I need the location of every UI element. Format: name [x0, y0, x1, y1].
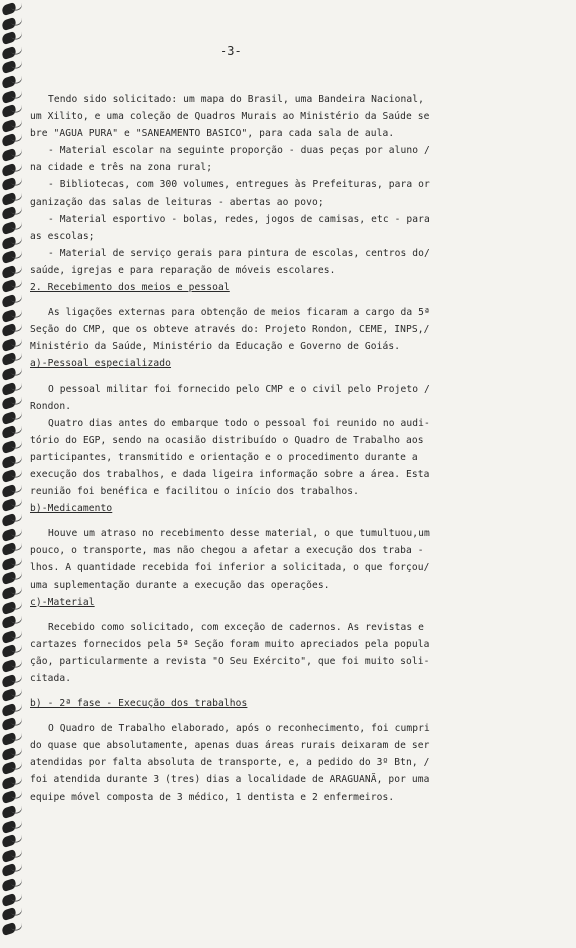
text-line: cartazes fornecidos pela 5ª Seção foram muito apreciados pela popula [30, 638, 430, 650]
text-line: tório do EGP, sendo na ocasião distribuído o Quadro de Trabalho aos [30, 434, 424, 446]
binding-hole-icon [1, 484, 17, 498]
binding-hole-icon [1, 557, 17, 571]
binding-hole-icon [1, 455, 17, 469]
binding-hole-icon [1, 820, 17, 834]
binding-hole-icon [1, 265, 17, 279]
binding-hole-icon [1, 790, 17, 804]
binding-hole-icon [1, 425, 17, 439]
section-heading: b) - 2ª fase - Execução dos trabalhos [30, 698, 248, 710]
binding-hole-icon [1, 776, 17, 790]
text-line: Seção do CMP, que os obteve através do: Projeto Rondon, CEME, INPS,/ [30, 324, 430, 336]
binding-hole-icon [1, 60, 17, 74]
text-line: Quatro dias antes do embarque todo o pessoal foi reunido no audi- [48, 417, 430, 429]
text-line: Recebido como solicitado, com exceção de cadernos. As revistas e [48, 621, 425, 633]
line-gap [30, 517, 540, 525]
binding-hole-icon [1, 250, 17, 264]
text-line: equipe móvel composta de 3 médico, 1 dentista e 2 enfermeiros. [30, 791, 395, 803]
binding-hole-icon [1, 659, 17, 673]
binding-hole-icon [1, 236, 17, 250]
text-line: Rondon. [30, 400, 72, 412]
binding-hole-icon [1, 571, 17, 585]
binding-hole-icon [1, 601, 17, 615]
binding-hole-icon [1, 586, 17, 600]
binding-hole-icon [1, 849, 17, 863]
binding-holes [0, 0, 26, 948]
binding-hole-icon [1, 396, 17, 410]
text-line: foi atendida durante 3 (tres) dias a localidade de ARAGUANÃ, por uma [30, 774, 430, 786]
text-line: O pessoal militar foi fornecido pelo CMP e o civil pelo Projeto / [48, 383, 430, 395]
binding-hole-icon [1, 119, 17, 133]
binding-hole-icon [1, 192, 17, 206]
text-line: - Material de serviço gerais para pintura de escolas, centros do/ [48, 247, 430, 259]
binding-hole-icon [1, 2, 17, 16]
binding-hole-icon [1, 221, 17, 235]
text-line: saúde, igrejas e para reparação de móveis escolares. [30, 264, 336, 276]
binding-hole-icon [1, 411, 17, 425]
text-line: Tendo sido solicitado: um mapa do Brasil, uma Bandeira Nacional, [48, 94, 425, 105]
binding-hole-icon [1, 382, 17, 396]
binding-hole-icon [1, 717, 17, 731]
binding-hole-icon [1, 498, 17, 512]
text-line: - Material escolar na seguinte proporção - duas peças por aluno / [48, 145, 430, 157]
binding-hole-icon [1, 440, 17, 454]
text-line: - Material esportivo - bolas, redes, jogos de camisas, etc - para [48, 213, 430, 225]
text-line: lhos. A quantidade recebida foi inferior a solicitada, o que forçou/ [30, 562, 430, 574]
binding-hole-icon [1, 338, 17, 352]
document-page [30, 0, 570, 948]
binding-hole-icon [1, 279, 17, 293]
binding-hole-icon [1, 893, 17, 907]
binding-hole-icon [1, 615, 17, 629]
text-line: Ministério da Saúde, Ministério da Educação e Governo de Goiás. [30, 341, 401, 353]
binding-hole-icon [1, 352, 17, 366]
text-line: - Bibliotecas, com 300 volumes, entregues às Prefeituras, para or [48, 179, 430, 191]
binding-hole-icon [1, 75, 17, 89]
binding-hole-icon [1, 630, 17, 644]
text-line: As ligações externas para obtenção de meios ficaram a cargo da 5ª [48, 307, 430, 319]
binding-hole-icon [1, 922, 17, 936]
text-line: as escolas; [30, 230, 95, 242]
section-heading: a)-Pessoal especializado [30, 358, 172, 370]
line-gap [30, 687, 540, 695]
binding-hole-icon [1, 528, 17, 542]
binding-hole-icon [1, 46, 17, 60]
binding-hole-icon [1, 863, 17, 877]
text-line: atendidas por falta absoluta de transporte, e, a pedido do 3º Btn, / [30, 757, 430, 769]
page-number: -3- [220, 44, 242, 58]
binding-hole-icon [1, 542, 17, 556]
text-line: na cidade e três na zona rural; [30, 162, 213, 174]
body-text [30, 91, 540, 806]
binding-hole-icon [1, 133, 17, 147]
binding-hole-icon [1, 674, 17, 688]
binding-hole-icon [1, 206, 17, 220]
binding-hole-icon [1, 747, 17, 761]
binding-hole-icon [1, 469, 17, 483]
binding-hole-icon [1, 761, 17, 775]
binding-hole-icon [1, 834, 17, 848]
binding-hole-icon [1, 163, 17, 177]
line-gap [30, 712, 540, 720]
text-line: execução dos trabalhos, e dada ligeira informação sobre a área. Esta [30, 468, 430, 480]
binding-hole-icon [1, 644, 17, 658]
text-line: participantes, transmitido e orientação e o procedimento durante a [30, 451, 418, 463]
text-line: citada. [30, 673, 72, 684]
binding-hole-icon [1, 177, 17, 191]
binding-hole-icon [1, 513, 17, 527]
line-gap [30, 373, 540, 381]
text-line: uma suplementação durante a execução das operações. [30, 579, 330, 591]
binding-hole-icon [1, 732, 17, 746]
binding-hole-icon [1, 907, 17, 921]
text-line: ção, particularmente a revista "O Seu Exército", que foi muito soli- [30, 655, 430, 667]
line-gap [30, 611, 540, 619]
binding-hole-icon [1, 90, 17, 104]
binding-hole-icon [1, 367, 17, 381]
binding-hole-icon [1, 703, 17, 717]
binding-hole-icon [1, 31, 17, 45]
text-line: pouco, o transporte, mas não chegou a afetar a execução dos traba - [30, 545, 424, 557]
binding-hole-icon [1, 17, 17, 31]
binding-hole-icon [1, 294, 17, 308]
section-heading: b)-Medicamento [30, 503, 113, 515]
section-heading: 2. Recebimento dos meios e pessoal [30, 282, 230, 294]
binding-hole-icon [1, 104, 17, 118]
text-line: um Xilito, e uma coleção de Quadros Murais ao Ministério da Saúde se [30, 111, 430, 123]
text-line: ganização das salas de leituras - abertas ao povo; [30, 196, 324, 208]
text-line: bre "AGUA PURA" e "SANEAMENTO BASICO", para cada sala de aula. [30, 128, 395, 140]
text-line: O Quadro de Trabalho elaborado, após o reconhecimento, foi cumpri [48, 723, 430, 735]
binding-hole-icon [1, 323, 17, 337]
text-line: do quase que absolutamente, apenas duas áreas rurais deixaram de ser [30, 740, 430, 752]
binding-hole-icon [1, 878, 17, 892]
binding-hole-icon [1, 148, 17, 162]
text-line: Houve um atraso no recebimento desse material, o que tumultuou,um [48, 528, 430, 540]
section-heading: c)-Material [30, 596, 95, 608]
binding-hole-icon [1, 805, 17, 819]
line-gap [30, 296, 540, 304]
text-line: reunião foi benéfica e facilitou o início dos trabalhos. [30, 486, 360, 498]
binding-hole-icon [1, 688, 17, 702]
binding-hole-icon [1, 309, 17, 323]
